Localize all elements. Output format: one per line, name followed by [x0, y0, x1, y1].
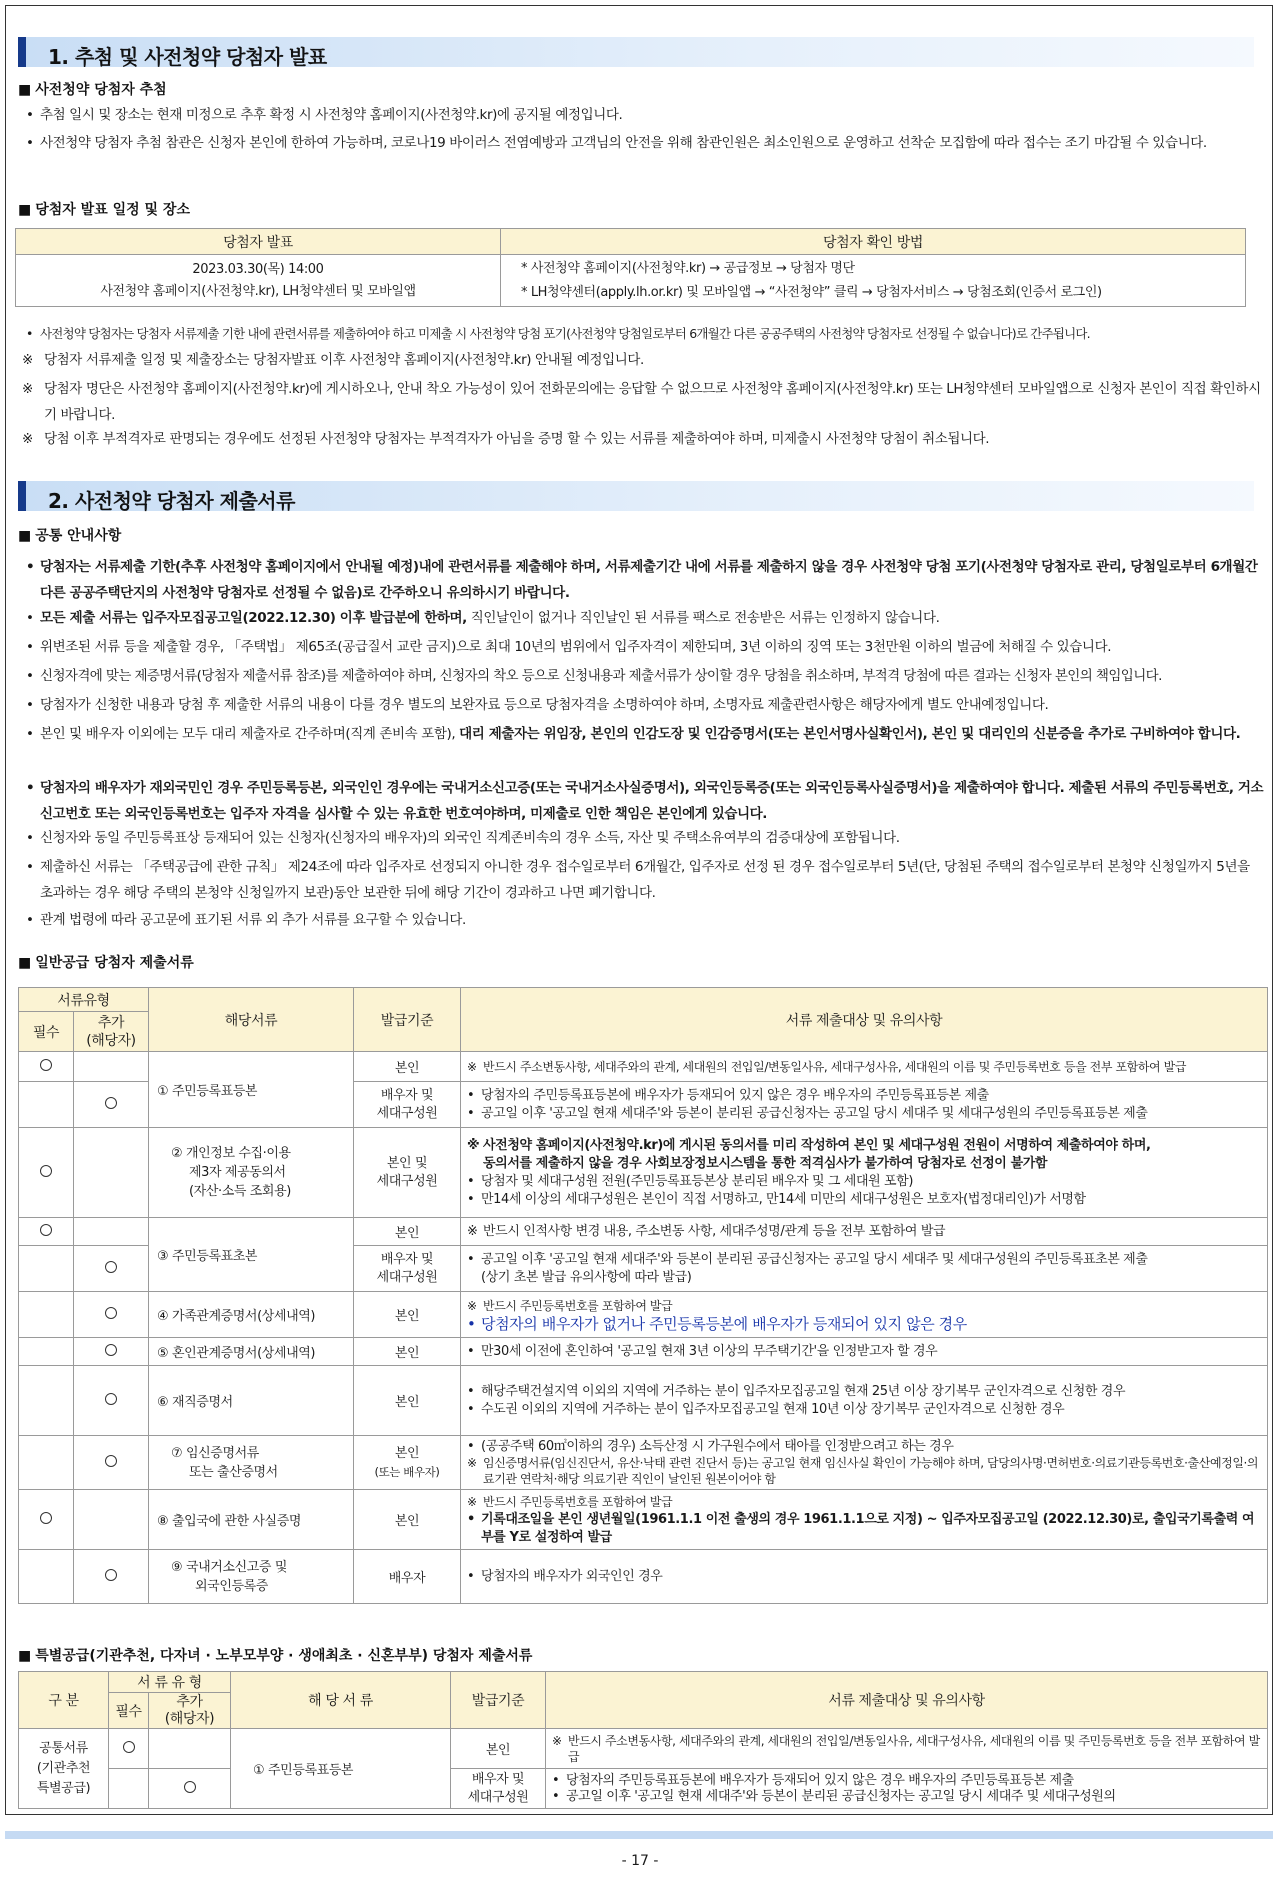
sp-head-target: 서류 제출대상 및 유의사항	[546, 1672, 1268, 1729]
section1-heading	[18, 37, 1254, 67]
additional-mark	[105, 1344, 117, 1356]
gen-head-type: 서류유형	[19, 988, 149, 1012]
note-3: ※ 당첨자 명단은 사전청약 홈페이지(사전청약.kr)에 게시하오나, 안내 착오 가능성이 있어 전화문의에는 응답할 수 없으므로 사전청약 홈페이지(사전청약.kr) 또는 LH청약센터 모바일앱으로 신청자 본인이 직접 확인하시기 바랍니다.	[22, 376, 1262, 428]
note-2: ※ 당첨자 서류제출 일정 및 제출장소는 당첨자발표 이후 사전청약 홈페이지(사전청약.kr) 안내될 예정입니다.	[22, 347, 1262, 373]
sub-general: ■ 일반공급 당첨자 제출서류	[18, 952, 194, 972]
required-mark	[40, 1512, 52, 1524]
additional-mark	[105, 1261, 117, 1273]
gen-r2-doc: ② 개인정보 수집·이용 제3자 제공동의서 (자산·소득 조회용)	[149, 1128, 354, 1218]
section1-title: 1. 추첨 및 사전청약 당첨자 발표	[48, 45, 327, 69]
additional-mark	[105, 1307, 117, 1319]
sp-head-issue: 발급기준	[451, 1672, 546, 1729]
common-3: • 위변조된 서류 등을 제출할 경우, 「주택법」 제65조(공급질서 교란 금지)으로 최대 10년의 범위에서 입주자격이 제한되며, 3년 이하의 징역 또는 3천만원 이하의 벌금에 처해질 수 있습니다.	[26, 634, 1266, 660]
sp-cat-common: 공통서류 (기관추천 특별공급)	[19, 1729, 109, 1809]
gen-r7-doc: ⑦ 임신증명서류 또는 출산증명서	[149, 1436, 354, 1490]
gen-r2-note2: • 당첨자 및 세대구성원 전원(주민등록표등본상 분리된 배우자 및 그 세대원 포함)	[467, 1173, 1261, 1191]
schedule-col2: 당첨자 확인 방법	[501, 229, 1246, 255]
general-docs-table: 서류유형 해당서류 발급기준 서류 제출대상 및 유의사항 필수 추가 (해당자) ① 주민등록표등본 본인 ※ 반드시 주소변동사항, 세대주와의 관계, 세대원의 전입일/변동일사유, 세대구성사유, 세대원의 이름 및 주민등록번호 등을 전부 포함하여 발급 배우자 및 세대구성원 • 당첨자의 주민등록표등본에 배우자가 등재되어 있지 않은 경우 배우자의 주민등록표등본 제출 • 공고일 이후 '공고일 현재 세대주'와 등본이 분리된 공급신청자는 공고일 당시 세대주 및 세대구성원의 주민등록표등본 제출 ② 개인정보 수집·이용 제3자 제공동의서 (자산·소득 조회용) 본인 및 세대구성원 ※ 사전청약 홈페이지(사전청약.kr)에 게시된 동의서를 미리 작성하여 본인 및 세대구성원 전원이 서명하여 제출하여야 하며, 동의서를 제출하지 않을 경우 사회보장정보시스템을 통한 적격심사가 불가하여 당첨자로 선정이 불가함 • 당첨자 및 세대구성원 전원(주민등록표등본상 분리된 배우자 및 그 세대원 포함) • 만14세 이상의 세대구성원은 본인이 직접 서명하고, 만14세 미만의 세대구성원은 보호자(법정대리인)가 서명함 ③ 주민등록표초본 본인 ※ 반드시 인적사항 변경 내용, 주소변동 사항, 세대주성명/관계 등을 전부 포함하여 발급 배우자 및 세대구성원 • 공고일 이후 '공고일 현재 세대주'와 등본이 분리된 공급신청자는 공고일 당시 세대주 및 세대구성원의 주민등록표초본 제출 (상기 초본 발급 유의사항에 따라 발급) ④ 가족관계증명서(상세내역) 본인 ※ 반드시 주민등록번호를 포함하여 발급 • 당첨자의 배우자가 없거나 주민등록등본에 배우자가 등재되어 있지 않은 경우 ⑤ 혼인관계증명서(상세내역) 본인 • 만30세 이전에 혼인하여 '공고일 현재 3년 이상의 무주택기간'을 인정받고자 할 경우 ⑥ 재직증명서 본인 • 해당주택건설지역 이외의 지역에 거주하는 분이 입주자모집공고일 현재 25년 이상 장기복무 군인자격으로 신청한 경우 • 수도권 이외의 지역에 거주하는 분이 입주자모집공고일 현재 10년 이상 장기복무 군인자격으로 신청한 경우 ⑦ 임신증명서류 또는 출산증명서 본인 (또는 배우자) • (공공주택 60㎡이하의 경우) 소득산정 시 가구원수에서 태아를 인정받으려고 하는 경우 ※ 임신증명서류(임신진단서, 유산·낙태 관련 진단서 등)는 공고일 현재 임신사실 확인이 가능해야 하며, 담당의사명·면허번호·의료기관등록번호·출산예정일·의료기관 연락처·해당 의료기관 직인이 날인된 원본이어야 함 ⑧ 출입국에 관한 사실증명 본인 ※ 반드시 주민등록번호를 포함하여 발급 • 기록대조일을 본인 생년월일(1961.1.1 이전 출생의 경우 1961.1.1으로 지정) ~ 입주자모집공고일 (2022.12.30)로, 출입국기록출력 여부를 Y로 설정하여 발급 ⑨ 국내거소신고증 및 외국인등록증 배우자 • 당첨자의 배우자가 외국인인 경우	[18, 987, 1268, 1604]
gen-head-target: 서류 제출대상 및 유의사항	[461, 988, 1268, 1052]
required-mark	[123, 1741, 135, 1753]
additional-mark	[105, 1455, 117, 1467]
schedule-date: 2023.03.30(목) 14:00	[192, 261, 324, 277]
note-1: • 사전청약 당첨자는 당첨자 서류제출 기한 내에 관련서류를 제출하여야 하고 미제출 시 사전청약 당첨 포기(사전청약 당첨일로부터 6개월간 다른 공공주택의 사전청약 당첨자로 선정될 수 없습니다)로 간주됩니다.	[26, 321, 1266, 347]
draw-bullet-2: • 사전청약 당첨자 추첨 참관은 신청자 본인에 한하여 가능하며, 코로나19 바이러스 전염예방과 고객님의 안전을 위해 참관인원은 최소인원으로 운영하고 선착순 모집함에 따라 접수는 조기 마감될 수 있습니다.	[26, 131, 1266, 155]
common-4: • 신청자격에 맞는 제증명서류(당첨자 제출서류 참조)를 제출하여야 하며, 신청자의 착오 등으로 신청내용과 제출서류가 상이할 경우 당첨을 취소하며, 부적격 당첨에 따른 결과는 신청자 본인의 책임입니다.	[26, 663, 1266, 689]
gen-r1a-note: ※ 반드시 주소변동사항, 세대주와의 관계, 세대원의 전입일/변동일사유, 세대구성사유, 세대원의 이름 및 주민등록번호 등을 전부 포함하여 발급	[467, 1058, 1261, 1076]
schedule-place: 사전청약 홈페이지(사전청약.kr), LH청약센터 및 모바일앱	[100, 283, 416, 299]
additional-mark	[184, 1781, 196, 1793]
common-6: • 본인 및 배우자 이외에는 모두 대리 제출자로 간주하며(직계 존비속 포함), 대리 제출자는 위임장, 본인의 인감도장 및 인감증명서(또는 본인서명사실확인서), 본인 및 대리인의 신분증을 추가로 구비하여야 합니다.	[26, 721, 1266, 747]
schedule-table	[15, 228, 1246, 307]
common-5: • 당첨자가 신청한 내용과 당첨 후 제출한 서류의 내용이 다를 경우 별도의 보완자료 등으로 당첨자격을 소명하여야 하며, 소명자료 제출관련사항은 해당자에게 별도 안내예정입니다.	[26, 692, 1266, 718]
schedule-col1: 당첨자 발표	[16, 229, 501, 255]
required-mark	[40, 1059, 52, 1071]
special-docs-table: 구 분 서 류 유 형 해 당 서 류 발급기준 서류 제출대상 및 유의사항 필수 추가 (해당자) 공통서류 (기관추천 특별공급) ① 주민등록표등본 본인 ※ 반드시 주소변동사항, 세대주와의 관계, 세대원의 전입일/변동일사유, 세대구성사유, 세대원의 이름 및 주민등록번호 등을 전부 포함하여 발급 배우자 및 세대구성원 • 당첨자의 주민등록표등본에 배우자가 등재되어 있지 않은 경우 배우자의 주민등록표등본 제출 • 공고일 이후 '공고일 현재 세대주'와 등본이 분리된 공급신청자는 공고일 당시 세대주 및 세대구성원의	[18, 1671, 1268, 1809]
gen-r3a-note: ※ 반드시 인적사항 변경 내용, 주소변동 사항, 세대주성명/관계 등을 전부 포함하여 발급	[467, 1223, 1261, 1241]
sp-head-cat: 구 분	[19, 1672, 109, 1729]
common-8: • 신청자와 동일 주민등록표상 등재되어 있는 신청자(신청자의 배우자)의 외국인 직계존비속의 경우 소득, 자산 및 주택소유여부의 검증대상에 포함됩니다.	[26, 825, 1266, 851]
schedule-date-cell	[16, 255, 501, 307]
gen-r6-doc: ⑥ 재직증명서	[149, 1366, 354, 1436]
gen-head-req: 필수	[19, 1012, 74, 1052]
gen-head-issue: 발급기준	[354, 988, 461, 1052]
gen-r3b-note1: • 공고일 이후 '공고일 현재 세대주'와 등본이 분리된 공급신청자는 공고일 당시 세대주 및 세대구성원의 주민등록표초본 제출	[467, 1251, 1261, 1269]
gen-r8-doc: ⑧ 출입국에 관한 사실증명	[149, 1490, 354, 1550]
sub-special: ■ 특별공급(기관추천, 다자녀 · 노부모부양 · 생애최초 · 신혼부부) 당첨자 제출서류	[18, 1645, 532, 1665]
sub-draw: ■ 사전청약 당첨자 추첨	[18, 79, 167, 99]
gen-r1b-note2: • 공고일 이후 '공고일 현재 세대주'와 등본이 분리된 공급신청자는 공고일 당시 세대주 및 세대구성원의 주민등록표등본 제출	[467, 1105, 1261, 1123]
common-10: • 관계 법령에 따라 공고문에 표기된 서류 외 추가 서류를 요구할 수 있습니다.	[26, 907, 1266, 933]
additional-mark	[105, 1097, 117, 1109]
footer-bar	[5, 1831, 1273, 1839]
common-2: • 모든 제출 서류는 입주자모집공고일(2022.12.30) 이후 발급분에 한하며, 직인날인이 없거나 직인날인 된 서류를 팩스로 전송받은 서류는 인정하지 않습니다.	[26, 605, 1266, 631]
sp-head-doc: 해 당 서 류	[231, 1672, 451, 1729]
sub-schedule: ■ 당첨자 발표 일정 및 장소	[18, 199, 190, 219]
schedule-method-1: 사전청약 홈페이지(사전청약.kr) → 공급정보 → 당첨자 명단	[530, 260, 855, 276]
gen-r1a-issue: 본인	[354, 1052, 461, 1082]
schedule-method-cell: * 사전청약 홈페이지(사전청약.kr) → 공급정보 → 당첨자 명단 * LH청약센터(apply.lh.or.kr) 및 모바일앱 → “사전청약” 클릭 → 당첨자서비스 → 당첨조회(인증서 로그인)	[501, 255, 1246, 307]
sp-doc: ① 주민등록표등본	[231, 1729, 451, 1809]
gen-r2-note1: ※ 사전청약 홈페이지(사전청약.kr)에 게시된 동의서를 미리 작성하여 본인 및 세대구성원 전원이 서명하여 제출하여야 하며, 동의서를 제출하지 않을 경우 사회보장정보시스템을 통한 적격심사가 불가하여 당첨자로 선정이 불가함	[467, 1137, 1261, 1173]
gen-r4-note2: • 당첨자의 배우자가 없거나 주민등록등본에 배우자가 등재되어 있지 않은 경우	[467, 1315, 1261, 1333]
sp-head-type: 서 류 유 형	[109, 1672, 231, 1693]
common-9: • 제출하신 서류는 「주택공급에 관한 규칙」 제24조에 따라 입주자로 선정되지 아니한 경우 접수일로부터 6개월간, 입주자로 선정 된 경우 접수일로부터 5년(단, 당첨된 주택의 접수일로부터 본청약 신청일까지 5년을 초과하는 경우 해당 주택의 본청약 신청일까지 보관)동안 보관한 뒤에 해당 기간이 경과하고 나면 폐기합니다.	[26, 854, 1266, 906]
gen-r9-doc: ⑨ 국내거소신고증 및 외국인등록증	[149, 1550, 354, 1604]
required-mark	[40, 1224, 52, 1236]
gen-r3-doc: ③ 주민등록표초본	[149, 1218, 354, 1292]
gen-r4-doc: ④ 가족관계증명서(상세내역)	[149, 1292, 354, 1338]
gen-r2-note3: • 만14세 이상의 세대구성원은 본인이 직접 서명하고, 만14세 미만의 세대구성원은 보호자(법정대리인)가 서명함	[467, 1191, 1261, 1209]
draw-bullet-1: • 추첨 일시 및 장소는 현재 미정으로 추후 확정 시 사전청약 홈페이지(사전청약.kr)에 공지될 예정입니다.	[26, 102, 1266, 128]
page-number: - 17 -	[621, 1853, 659, 1869]
gen-head-doc: 해당서류	[149, 988, 354, 1052]
section2-title: 2. 사전청약 당첨자 제출서류	[48, 489, 295, 513]
common-7: • 당첨자의 배우자가 재외국민인 경우 주민등록등본, 외국인인 경우에는 국내거소신고증(또는 국내거소사실증명서), 외국인등록증(또는 외국인등록사실증명서)을 제출하여야 합니다. 제출된 서류의 주민등록번호, 거소신고번호 또는 외국인등록번호는 입주자 자격을 심사할 수 있는 유효한 번호여야하며, 미제출로 인한 책임은 본인에게 있습니다.	[26, 775, 1266, 827]
required-mark	[40, 1165, 52, 1177]
sub-common: ■ 공통 안내사항	[18, 525, 121, 545]
section2-heading	[18, 481, 1254, 511]
gen-r1b-note1: • 당첨자의 주민등록표등본에 배우자가 등재되어 있지 않은 경우 배우자의 주민등록표등본 제출	[467, 1087, 1261, 1105]
gen-r1-doc: ① 주민등록표등본	[149, 1052, 354, 1128]
additional-mark	[105, 1569, 117, 1581]
common-1: • 당첨자는 서류제출 기한(추후 사전청약 홈페이지에서 안내될 예정)내에 관련서류를 제출해야 하며, 서류제출기간 내에 서류를 제출하지 않을 경우 사전청약 당첨 포기(사전청약 당첨자로 관리, 당첨일로부터 6개월간 다른 공공주택단지의 사전청약 당첨자로 선정될 수 없음)로 간주하오니 유의하시기 바랍니다.	[26, 554, 1266, 606]
schedule-method-2: LH청약센터(apply.lh.or.kr) 및 모바일앱 → “사전청약” 클릭 → 당첨자서비스 → 당첨조회(인증서 로그인)	[530, 284, 1102, 300]
note-4: ※ 당첨 이후 부적격자로 판명되는 경우에도 선정된 사전청약 당첨자는 부적격자가 아님을 증명 할 수 있는 서류를 제출하여야 하며, 미제출시 사전청약 당첨이 취소됩니다.	[22, 426, 1262, 452]
additional-mark	[105, 1393, 117, 1405]
gen-r5-doc: ⑤ 혼인관계증명서(상세내역)	[149, 1338, 354, 1366]
gen-head-add: 추가 (해당자)	[74, 1012, 149, 1052]
